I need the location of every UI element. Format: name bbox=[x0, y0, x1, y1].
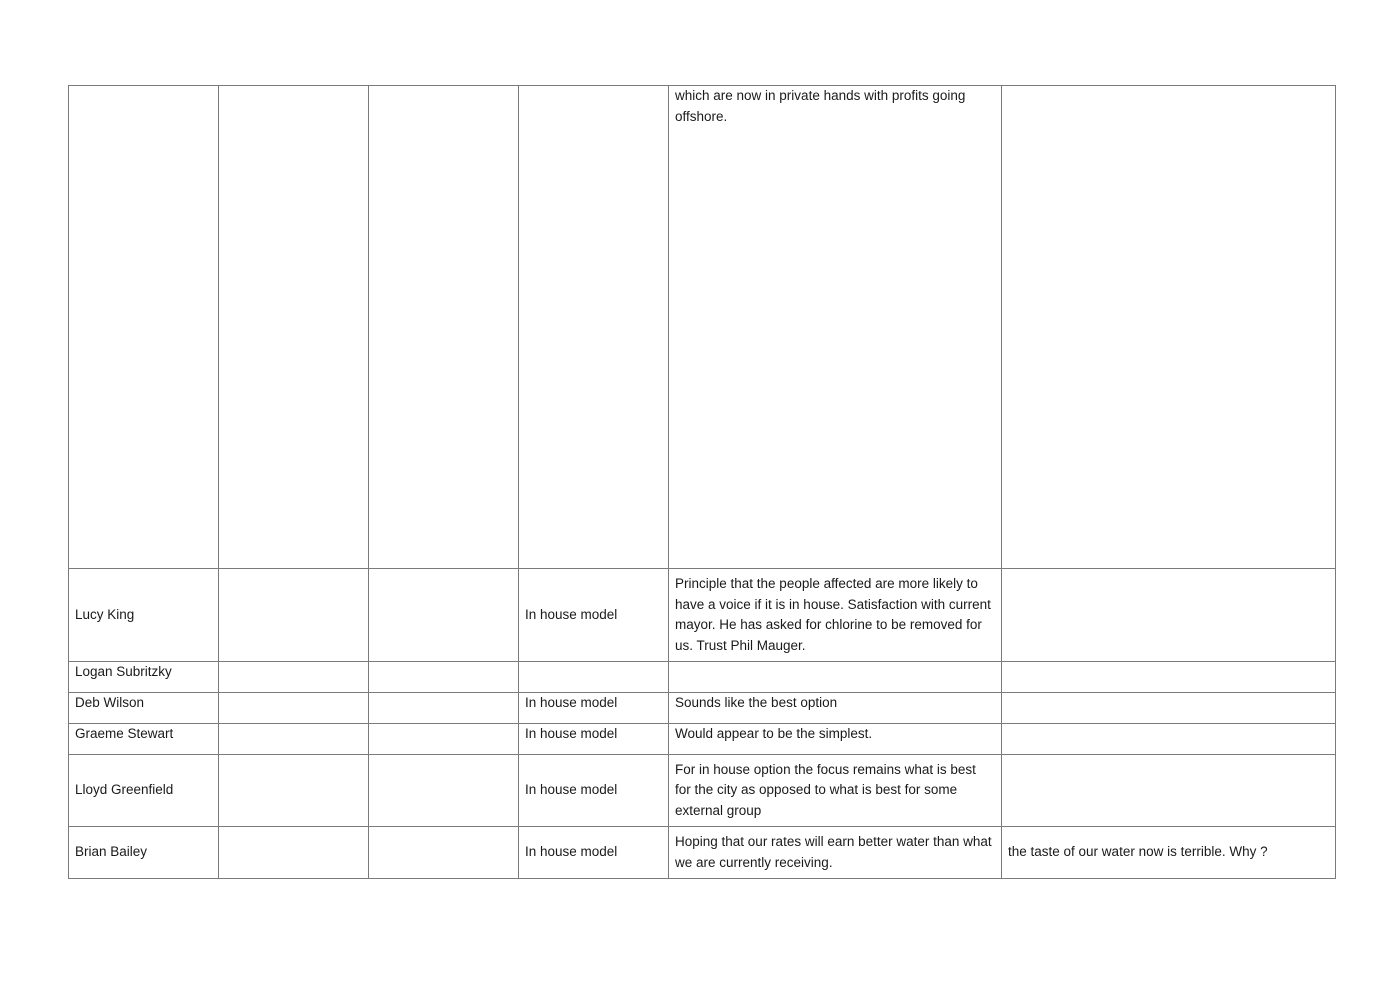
preferred-model-cell: In house model bbox=[519, 827, 669, 879]
preferred-model-cell: In house model bbox=[519, 569, 669, 662]
table-row bbox=[69, 86, 1336, 569]
column-2-cell bbox=[219, 662, 369, 693]
column-3-cell bbox=[369, 662, 519, 693]
additional-comment-cell bbox=[1002, 755, 1336, 827]
column-3-cell bbox=[369, 724, 519, 755]
submitter-name-cell: Deb Wilson bbox=[69, 693, 219, 724]
column-3-cell bbox=[369, 86, 519, 569]
additional-comment-cell bbox=[1002, 693, 1336, 724]
preferred-model-cell: In house model bbox=[519, 755, 669, 827]
preferred-model-cell bbox=[519, 86, 669, 569]
column-3-cell bbox=[369, 693, 519, 724]
table-row bbox=[69, 569, 1336, 662]
additional-comment-cell bbox=[1002, 569, 1336, 662]
additional-comment-cell: the taste of our water now is terrible. Why ? bbox=[1002, 827, 1336, 879]
comment-cell bbox=[669, 662, 1002, 693]
comment-cell: Hoping that our rates will earn better water than what we are currently receiving. bbox=[669, 827, 1002, 879]
submitter-name-cell: Brian Bailey bbox=[69, 827, 219, 879]
submitter-name-cell bbox=[69, 86, 219, 569]
comment-cell: which are now in private hands with profits going offshore. bbox=[669, 86, 1002, 569]
additional-comment-cell bbox=[1002, 86, 1336, 569]
submitter-name-cell: Lloyd Greenfield bbox=[69, 755, 219, 827]
table-row bbox=[69, 827, 1336, 879]
submitter-name-cell: Logan Subritzky bbox=[69, 662, 219, 693]
column-2-cell bbox=[219, 693, 369, 724]
table-row bbox=[69, 662, 1336, 693]
column-3-cell bbox=[369, 569, 519, 662]
preferred-model-cell: In house model bbox=[519, 724, 669, 755]
preferred-model-cell: In house model bbox=[519, 693, 669, 724]
additional-comment-cell bbox=[1002, 662, 1336, 693]
comment-cell: Sounds like the best option bbox=[669, 693, 1002, 724]
column-2-cell bbox=[219, 755, 369, 827]
submitter-name-cell: Lucy King bbox=[69, 569, 219, 662]
column-3-cell bbox=[369, 827, 519, 879]
comment-cell: Principle that the people affected are more likely to have a voice if it is in house. Satisfaction with current mayor. He has asked for chlorine to be removed for us. Trust Phil Mauger. bbox=[669, 569, 1002, 662]
submitter-name-cell: Graeme Stewart bbox=[69, 724, 219, 755]
preferred-model-cell bbox=[519, 662, 669, 693]
column-2-cell bbox=[219, 569, 369, 662]
additional-comment-cell bbox=[1002, 724, 1336, 755]
column-2-cell bbox=[219, 86, 369, 569]
column-2-cell bbox=[219, 827, 369, 879]
comment-cell: Would appear to be the simplest. bbox=[669, 724, 1002, 755]
table-row bbox=[69, 724, 1336, 755]
table-row bbox=[69, 693, 1336, 724]
table-row bbox=[69, 755, 1336, 827]
column-2-cell bbox=[219, 724, 369, 755]
submissions-table bbox=[68, 85, 1336, 879]
column-3-cell bbox=[369, 755, 519, 827]
comment-cell: For in house option the focus remains what is best for the city as opposed to what is best for some external group bbox=[669, 755, 1002, 827]
